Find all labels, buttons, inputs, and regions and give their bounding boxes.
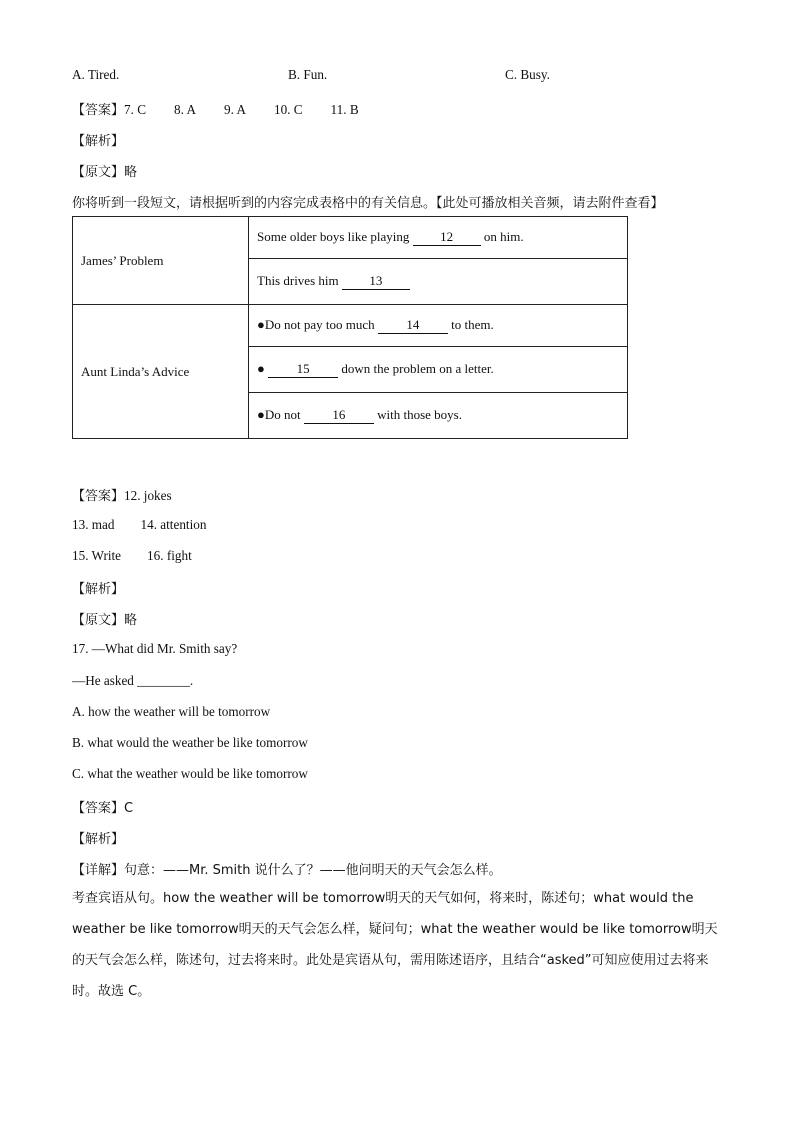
- answer-item: 13. mad: [72, 517, 115, 532]
- answer-item: 16. fight: [147, 548, 192, 563]
- answer-item: 15. Write: [72, 548, 122, 563]
- option-b: B. Fun.: [288, 67, 328, 82]
- question-17-stem: 17. —What did Mr. Smith say?: [72, 641, 238, 656]
- option-a: A. Tired.: [72, 67, 120, 82]
- answer-item: 10. C: [273, 102, 303, 117]
- original-text-heading: 【原文】略: [72, 613, 138, 628]
- blank-13: 13: [342, 274, 410, 289]
- answer-label: 【答案】: [72, 103, 125, 118]
- answer-item: 11. B: [330, 102, 359, 117]
- question-17-option-b: B. what would the weather be like tomorrow: [72, 735, 308, 750]
- answer-item: 8. A: [174, 102, 196, 117]
- table-cell-13: This drives him 13: [249, 259, 628, 305]
- table-cell-12: Some older boys like playing 12 on him.: [249, 217, 628, 259]
- info-table: [72, 216, 628, 439]
- answer-item: 12. jokes: [124, 488, 172, 503]
- question-17-option-c: C. what the weather would be like tomorrow: [72, 766, 308, 781]
- answer-line-2: [72, 485, 172, 504]
- blank-16: 16: [304, 408, 374, 423]
- table-cell-16: ●Do not 16 with those boys.: [249, 393, 628, 439]
- analysis-heading: 【解析】: [72, 832, 125, 847]
- answer-line-3: [72, 517, 206, 533]
- answer-item: 14. attention: [140, 517, 207, 532]
- blank-12: 12: [413, 230, 481, 245]
- answer-line-4: [72, 548, 192, 564]
- option-c: C. Busy.: [505, 67, 550, 82]
- table-cell-15: ● 15 down the problem on a letter.: [249, 347, 628, 393]
- advice-label: Aunt Linda’s Advice: [73, 305, 249, 439]
- blank-15: 15: [268, 362, 338, 377]
- original-text-heading: 【原文】略: [72, 165, 138, 180]
- answer-label: 【答案】: [72, 489, 125, 504]
- problem-label: James’ Problem: [73, 217, 249, 305]
- answer-item: 7. C: [124, 102, 146, 117]
- detail-line: 【详解】句意：——Mr. Smith 说什么了？——他问明天的天气会怎么样。: [72, 863, 502, 878]
- blank-14: 14: [378, 318, 448, 333]
- analysis-heading: 【解析】: [72, 134, 125, 149]
- answer-line-1: [72, 99, 387, 118]
- explanation-paragraph: 考查宾语从句。how the weather will be tomorrow明天的天气如何，将来时，陈述句；what would the weather be like tomorrow明天的天气会怎么样，疑问句；what the weather would be like tomorrow明天的天气会怎么样，陈述句，过去将来时。此处是宾语从句，需用陈述语序，且结合“asked”可知应使用过去将来时。故选 C。: [72, 891, 718, 999]
- instruction-text: 你将听到一段短文，请根据听到的内容完成表格中的有关信息。【此处可播放相关音频，请去附件查看】: [72, 196, 664, 211]
- answer-line-17: 【答案】C: [72, 801, 134, 816]
- answer-item: 9. A: [223, 102, 246, 117]
- question-17-reply: —He asked ________.: [72, 673, 194, 688]
- question-17-option-a: A. how the weather will be tomorrow: [72, 704, 271, 719]
- analysis-heading: 【解析】: [72, 582, 125, 597]
- table-cell-14: ●Do not pay too much 14 to them.: [249, 305, 628, 347]
